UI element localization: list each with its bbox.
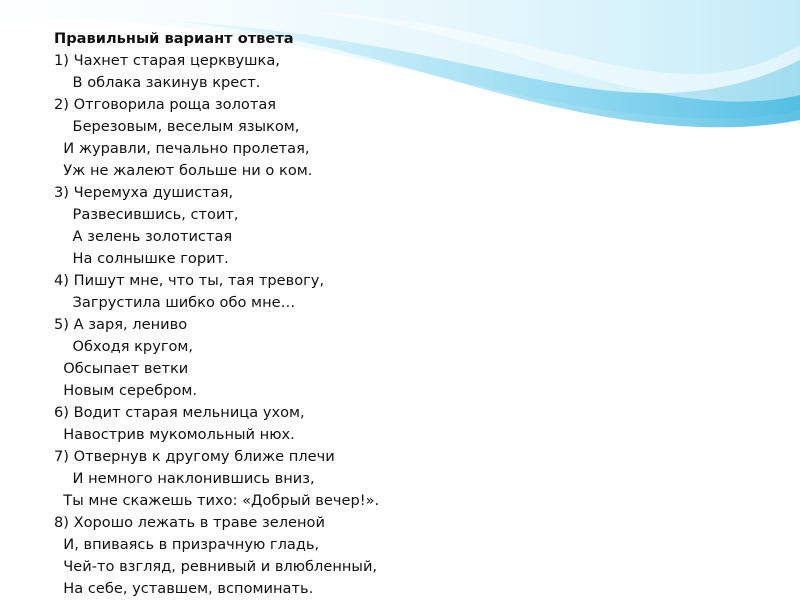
poem-line: Березовым, веселым языком, [54,118,300,135]
poem-line: На солнышке горит. [54,250,229,267]
poem-line: 7) Отвернув к другому ближе плечи [54,448,335,465]
poem-line: Обсыпает ветки [54,360,189,377]
poem-line: Уж не жалеют больше ни о ком. [54,162,313,179]
poem-line: Новым серебром. [54,382,198,399]
poem-line: Развесившись, стоит, [54,206,239,223]
poem-line: 8) Хорошо лежать в траве зеленой [54,514,325,531]
poem-line: А зелень золотистая [54,228,233,245]
slide-title: Правильный вариант ответа [54,30,294,47]
poem-line: Чей-то взгляд, ревнивый и влюбленный, [54,558,378,575]
poem-line: 5) А заря, лениво [54,316,188,333]
poem-line: Загрустила шибко обо мне… [54,294,296,311]
poem-line: И немного наклонившись вниз, [54,470,315,487]
poem-line: 4) Пишут мне, что ты, тая тревогу, [54,272,325,289]
poem-line: И, впиваясь в призрачную гладь, [54,536,320,553]
poem-line: 2) Отговорила роща золотая [54,96,277,113]
poem-line: В облака закинув крест. [54,74,261,91]
answer-text-block [54,28,774,600]
poem-line: 6) Водит старая мельница ухом, [54,404,305,421]
poem-line: Навострив мукомольный нюх. [54,426,295,443]
poem-line: Обходя кругом, [54,338,194,355]
poem-line: 3) Черемуха душистая, [54,184,234,201]
poem-line: На себе, уставшем, вспоминать. [54,580,314,597]
poem-line: 1) Чахнет старая церквушка, [54,52,280,69]
poem-line: Ты мне скажешь тихо: «Добрый вечер!». [54,492,380,509]
poem-line: И журавли, печально пролетая, [54,140,310,157]
